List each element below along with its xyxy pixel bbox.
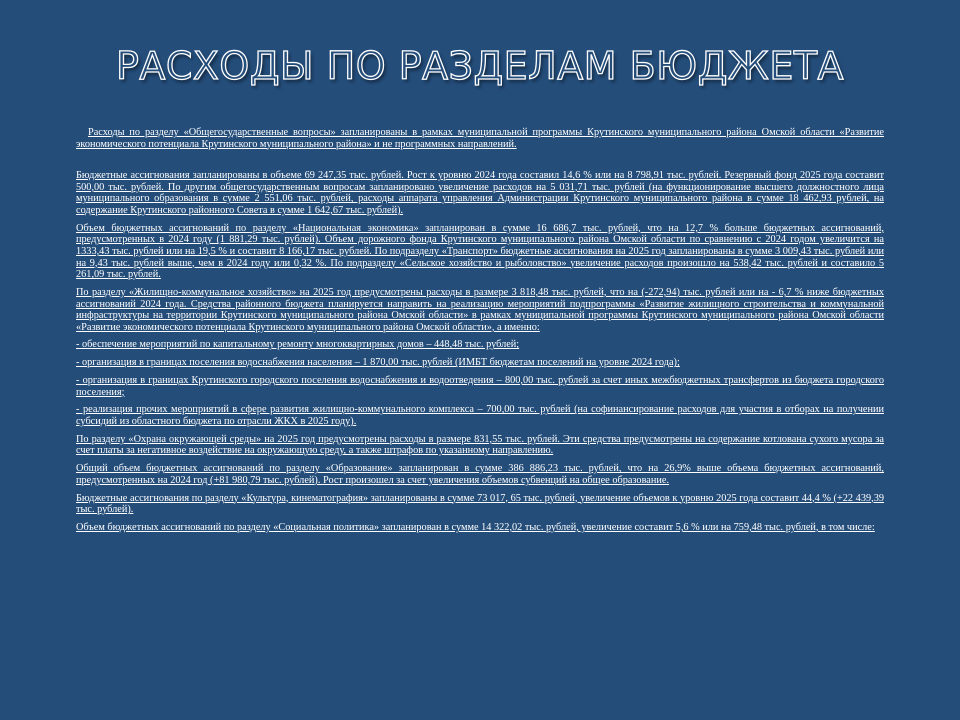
slide-body bbox=[76, 127, 884, 707]
list-item-water-disposal: - организация в границах Крутинского городского поселения водоснабжения и водоотведения – 800,00 тыс. рублей за счет иных межбюджетных трансфертов из бюджета городского поселения; bbox=[76, 375, 884, 398]
paragraph-environment: По разделу «Охрана окружающей среды» на 2025 год предусмотрены расходы в размере 831,55 тыс. рублей. Эти средства предусмотрены на содержание котлована сухого мусора за счет платы за негативное воздействие на окружающую среду, а также штрафов по указанному направлению. bbox=[76, 433, 884, 457]
list-item-water-supply: - организация в границах поселения водоснабжения населения – 1 870,00 тыс. рублей (ИМБТ бюджетам поселений на уровне 2024 года); bbox=[76, 357, 680, 369]
paragraph-national-economy: Объем бюджетных ассигнований по разделу «Национальная экономика» запланирован в сумме 16 686,7 тыс. рублей, что на 12,7 % больше бюджетных ассигнований, предусмотренных в 2024 году (1 881,29 тыс. рублей). Объем дорожного фонда Крутинского муниципального района Омской области по сравнению с 2024 годом увеличится на 1333,43 тыс. рублей или на 19,5 % и составит 8 166,17 тыс. рублей. По подразделу «Транспорт» бюджетные ассигнования на 2025 год запланированы в сумме 3 009,43 тыс. рублей или на 9,43 тыс. рублей выше, чем в 2024 году или 0,32 %. По подразделу «Сельское хозяйство и рыболовство» увеличение расходов произошло на 538,42 тыс. рублей и составило 5 261,09 тыс. рублей. bbox=[76, 222, 884, 281]
list-item-capital-repair: - обеспечение мероприятий по капитальному ремонту многоквартирных домов – 448,48 тыс. рублей; bbox=[76, 339, 520, 351]
paragraph-general-issues-budget: Бюджетные ассигнования запланированы в объеме 69 247,35 тыс. рублей. Рост к уровню 2024 года составил 14,6 % или на 8 798,91 тыс. рублей. Резервный фонд 2025 года составит 500,00 тыс. рублей. По другим общегосударственным вопросам запланировано увеличение расходов на 5 031,71 тыс. рублей (на функционирование высшего должностного лица муниципального образования в сумме 2 551,06 тыс. рублей, расходы аппарата управления Администрации Крутинского муниципального района в сумме 18 462,93 рублей, на содержание Крутинского районного Совета в сумме 1 642,67 тыс. рублей). bbox=[76, 170, 884, 216]
paragraph-housing-utilities: По разделу «Жилищно-коммунальное хозяйство» на 2025 год предусмотрены расходы в размере 3 818,48 тыс. рублей, что на (-272,94) тыс. рублей или на - 6,7 % ниже бюджетных ассигнований 2024 года. Средства районного бюджета планируется направить на реализацию мероприятий подпрограммы «Развитие жилищного строительства и коммунальной инфраструктуры на территории Крутинского муниципального района Омской области» в рамках муниципальной программы Крутинского муниципального района Омской области «Развитие экономического потенциала Крутинского муниципального района Омской области», а именно: bbox=[76, 286, 884, 333]
paragraph-education: Общий объем бюджетных ассигнований по разделу «Образование» запланирован в сумме 386 886,23 тыс. рублей, что на 26,9% выше объема бюджетных ассигнований, предусмотренных на 2024 год (+81 980,79 тыс. рублей). Рост произошел за счет увеличения объемов субвенций на общее образование. bbox=[76, 463, 884, 486]
paragraph-social-policy: Объем бюджетных ассигнований по разделу «Социальная политика» запланирован в сумме 14 322,02 тыс. рублей, увеличение составит 5,6 % или на 759,48 тыс. рублей, в том числе: bbox=[76, 521, 875, 533]
slide-title: РАСХОДЫ ПО РАЗДЕЛАМ БЮДЖЕТА bbox=[115, 44, 845, 88]
paragraph-culture: Бюджетные ассигнования по разделу «Культура, кинематография» запланированы в сумме 73 017, 65 тыс. рублей, увеличение объемов к уровню 2025 года составит 44,4 % (+22 439,39 тыс. рублей). bbox=[76, 492, 884, 516]
paragraph-general-issues-intro: Расходы по разделу «Общегосударственные вопросы» запланированы в рамках муниципальной программы Крутинского муниципального района Омской области «Развитие экономического потенциала Крутинского муниципального района» и не программных направлений. bbox=[76, 127, 884, 150]
list-item-other-utilities: - реализация прочих мероприятий в сфере развития жилищно-коммунального комплекса – 700,00 тыс. рублей (на софинансирование расходов для участия в отборах на получении субсидий из областного бюджета по отрасли ЖКХ в 2025 году). bbox=[76, 404, 884, 427]
